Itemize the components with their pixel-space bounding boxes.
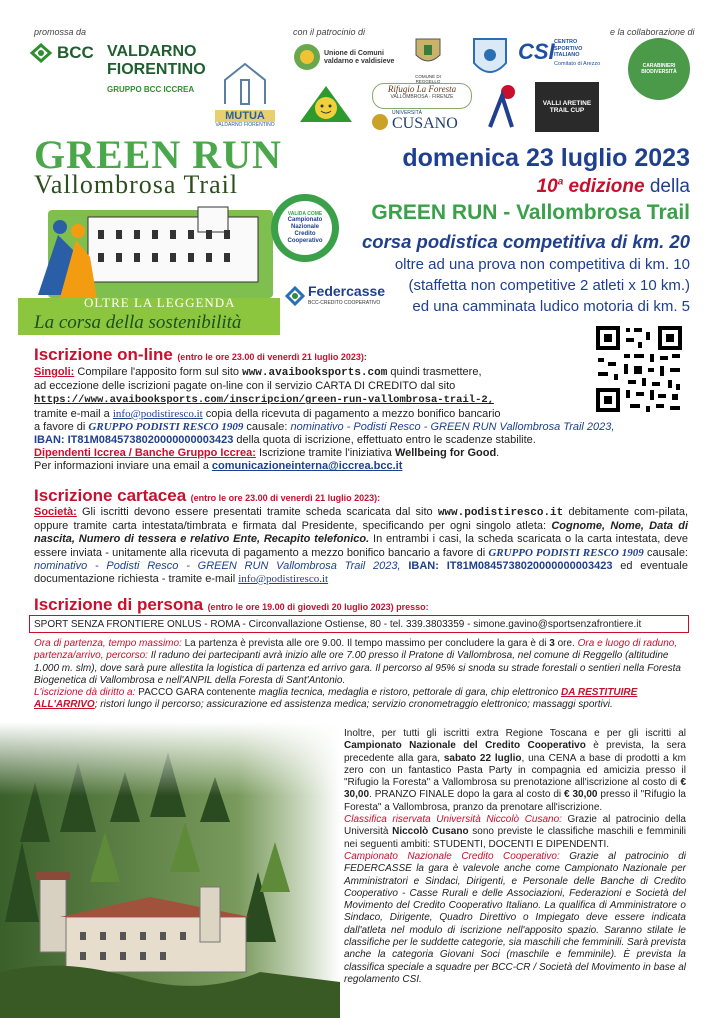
cartacea-p2c: In entrambi i casi, la scheda scaricata o la carta intestata, deve essere inviata - unitamente alla ricevuta di pagamento a mezzo bonifico bancario a favore di	[34, 533, 688, 559]
carabinieri-text: CARABINIERI BIODIVERSITÀ	[641, 63, 677, 75]
event-edition	[537, 176, 690, 198]
bcc-name-line2: FIORENTINO	[107, 61, 206, 78]
right-p2a: Classifica riservata Università Niccolò Cusano:	[344, 814, 562, 826]
cartacea-p1a: Gli iscritti devono essere presentati tramite scheda scaricata dal sito	[76, 506, 438, 518]
right-column-text	[344, 728, 686, 986]
persona-title: Iscrizione di persona	[34, 595, 204, 614]
vallombrosa-photo	[0, 722, 340, 1018]
right-p1b: Campionato Nazionale del Credito Cooperativo	[344, 740, 586, 752]
online-iban: IBAN: IT81M0845738020000000003423	[34, 434, 234, 447]
cartacea-iban: IBAN: IT81M0845738020000000003423	[400, 559, 613, 572]
cartacea-body	[34, 506, 688, 586]
forest-abbey-illustration	[0, 722, 340, 1018]
persona-deadline: (entro le ore 19.00 di giovedì 20 luglio 2023) presso:	[207, 602, 429, 612]
right-p1h: € 30,00	[564, 789, 598, 801]
ora-label: Ora di partenza, tempo massimo:	[34, 638, 182, 649]
edition-della: della	[649, 176, 690, 197]
bcc-name	[107, 43, 206, 79]
cusano-logo	[370, 110, 470, 134]
federcasse-text: Federcasse	[308, 283, 386, 299]
online-p7: Per informazioni inviare una email a	[34, 460, 212, 473]
event-line2: oltre ad una prova non competitiva di km. 10	[394, 256, 690, 273]
cartacea-causale: nominativo - Podisti Resco - GREEN RUN Vallombrosa Trail 2023,	[34, 559, 401, 572]
cartacea-p2b: Cognome, Nome, Data di nascita, Numero di tessera e relativo Ente, Recapito telefonico.	[34, 520, 689, 546]
wellbeing-text: Wellbeing for Good	[394, 447, 497, 460]
avaibooksports-url-link[interactable]: https://www.avaibooksports.com/inscripcion/green-run-vallombrosa-trail-2,	[34, 394, 494, 407]
bcc-symbol-icon	[28, 42, 54, 64]
singoli-label: Singoli:	[34, 366, 75, 378]
comune-reggello-logo	[408, 35, 448, 84]
mutua-sub: VALDARNO FIORENTINO	[215, 122, 275, 128]
avaibooksports-link[interactable]: www.avaibooksports.com	[242, 367, 388, 379]
csi-text: CSI	[518, 39, 555, 64]
csi-arezzo: Comitato di Arezzo	[554, 61, 601, 67]
federcasse-sub: BCC-CREDITO COOPERATIVO	[308, 300, 381, 306]
email-podistiresco-link[interactable]: info@podistiresco.it	[112, 407, 203, 420]
luogo-label: Ora e luogo di raduno, partenza/arrivo, percorso:	[34, 638, 678, 662]
unione-comuni-logo	[290, 38, 400, 78]
event-name: GREEN RUN - Vallombrosa Trail	[371, 201, 690, 224]
mutua-logo	[215, 60, 275, 128]
online-causale: nominativo - Podisti Resco - GREEN RUN Vallombrosa Trail 2023,	[290, 420, 615, 433]
ora-bold: 3	[549, 638, 555, 649]
rifugio-logo	[372, 83, 472, 109]
right-p1a: Inoltre, per tutti gli iscritti extra Regione Toscana e per gli iscritti al	[344, 728, 686, 739]
dipendenti-label: Dipendenti Iccrea / Banche Gruppo Iccrea:	[34, 447, 256, 460]
event-line3: (staffetta non competitive 2 atleti x 10 km.)	[408, 277, 690, 294]
unione-icon	[292, 42, 322, 72]
iscrizione-diritto-label: L'iscrizione dà diritto a:	[34, 687, 136, 699]
unione-text: Unione di Comuni valdarno e valdisieve	[324, 50, 395, 65]
online-deadline: (entro le ore 23.00 di venerdì 21 luglio 2023):	[177, 352, 367, 362]
right-p3b: Grazie al patrocinio di FEDERCASSE la gara è valevole anche come Campionato Nazionale per Amministratori e Sindaci, Dirigenti, e Personale delle Banche di Credito Cooperativo - Casse Rurali e delle Associazioni, Federazioni e Società del Movimento del Credito Cooperativo Italiano. La qualifica di Amministratore o Sindaco, Dirigente, Quadro Direttivo o Impiegato deve essere indicata dall'atleta nel modulo di iscrizione nell'apposito spazio. Saranno stilate le classifiche per le suddette categorie, sia maschili che femminili. Sarà prevista anche la categoria Giovani Soci (maschile e femminile). È prevista la classifica speciale a squadre per BCC-CR / Società del Movimento in base al regolamento CSI.	[344, 850, 686, 985]
cusano-sub: UNIVERSITÀ	[392, 110, 423, 116]
online-p5: della quota di iscrizione, effettuato entro le scadenze stabilite.	[233, 434, 536, 447]
cartacea-title: Iscrizione cartacea	[34, 486, 187, 505]
iscr-text3: ; ristori lungo il percorso; assicurazione ed assistenza medica; servizio cronometraggio elettronico; massaggi sportivi.	[94, 699, 613, 711]
edition-sup: a	[557, 176, 564, 188]
ora-text2: ore.	[554, 638, 578, 649]
persona-header	[34, 595, 429, 615]
online-p4a: a favore di	[34, 420, 89, 433]
smiley-icon	[298, 82, 354, 124]
cusano-emblem-icon	[370, 112, 390, 132]
cartacea-p3: causale:	[643, 546, 688, 559]
edition-num: 10	[536, 176, 558, 197]
smiley-logo	[298, 82, 354, 124]
iscr-restituire: DA RESTITUIRE ALL'ARRIVO	[34, 687, 638, 711]
csi-sub: CENTRO SPORTIVO ITALIANO	[554, 39, 583, 58]
event-title2: Vallombrosa Trail	[34, 170, 239, 199]
cartacea-header	[34, 486, 380, 506]
online-section	[34, 345, 594, 365]
cartacea-p1b: debitamente com-	[563, 506, 659, 518]
right-p2c: Niccolò Cusano	[392, 826, 469, 838]
bcc-logo-text: BCC	[57, 43, 94, 62]
event-tagline1: OLTRE LA LEGGENDA	[84, 295, 236, 310]
luogo-text: Il raduno dei partecipanti avrà inizio alle ore 7.00 presso il Pratone di Vallombrosa, nel comune di Reggello (altitudine 1.000 m. slm), dove sarà pure allestita la logistica di partenza ed arrivo gara. Il percorso al 95% si snoda su strade forestali o sentieri nella Foresta Biogenetica di Vallombrosa e nell'ANPIL della Foresta di Sant'Antonio.	[34, 650, 681, 686]
cartacea-p4: ed eventuale documentazione richiesta - tramite e-mail	[34, 559, 688, 586]
shield-icon	[470, 35, 510, 83]
federcasse-logo	[284, 283, 384, 313]
right-p1g: . PRANZO FINALE dopo la gara al costo di	[369, 789, 565, 801]
cartacea-p2a: pilata, oppure tramite carta intestata/timbrata e firmata dal Presidente, specificando per ogni singolo atleta:	[34, 506, 688, 533]
bcc-name-line1: VALDARNO	[107, 43, 197, 60]
right-p2d: sono previste le classifiche maschili e femminili nei seguenti ambiti: STUDENTI, DOCENTI E DIPENDENTI.	[344, 826, 686, 850]
cartacea-gruppo: GRUPPO PODISTI RESCO 1909	[488, 546, 644, 559]
event-line1: corsa podistica competitiva di km. 20	[362, 231, 690, 252]
info-block	[34, 638, 690, 712]
event-tagline2: La corsa della sostenibilità	[34, 312, 242, 333]
patrocinio-label: con il patrocinio di	[293, 27, 366, 37]
right-p1e: , una CENA a base di prodotti a km zero con un fantastico Pasta Party in compagnia ed amicizia presso il "Rifugio la Foresta" a Vallombrosa su prenotazione all'iscrizione al costo di	[344, 752, 687, 789]
edition-text: edizione	[568, 176, 645, 197]
badge-valida: VALIDA COME	[287, 211, 323, 217]
collaborazione-label: e la collaborazione di	[610, 27, 695, 37]
right-p2b: Grazie al patrocinio della Università	[344, 814, 686, 838]
sport-senza-logo	[482, 82, 522, 132]
societa-label: Società:	[34, 506, 77, 518]
cartacea-deadline: (entro le ore 23.00 di venerdì 21 luglio 2023):	[190, 493, 381, 503]
event-title1: GREEN RUN	[34, 132, 282, 177]
persona-address-box: SPORT SENZA FRONTIERE ONLUS - ROMA - Circonvallazione Ostiense, 80 - tel. 339.3803359 - simone.gavino@sportsenzafrontiere.it	[29, 615, 689, 633]
online-title: Iscrizione on-line	[34, 345, 173, 364]
campionato-badge	[271, 194, 339, 262]
online-p6: Iscrizione tramite l'iniziativa	[255, 447, 395, 460]
event-line4: ed una camminata ludico motoria di km. 5	[412, 298, 690, 315]
bcc-group: GRUPPO BCC ICCREA	[107, 85, 195, 94]
online-p1b: quindi trasmettere,	[387, 366, 482, 378]
online-p1a: Compilare l'apposito form sul sito	[74, 366, 243, 378]
online-p4b: causale:	[243, 420, 291, 433]
online-p2: ad eccezione delle iscrizioni pagate on-line con il servizio CARTA DI CREDITO dal sito	[34, 380, 456, 393]
cartacea-email-link[interactable]: info@podistiresco.it	[238, 573, 329, 586]
cusano-text: CUSANO	[392, 115, 458, 132]
bcc-logo	[28, 42, 98, 64]
rifugio-sub: VALLOMBROSA · FIRENZE	[390, 94, 454, 100]
right-p1d: sabato 22 luglio	[443, 752, 522, 764]
email-iccrea-link[interactable]: comunicazioneinterna@iccrea.bcc.it	[211, 460, 403, 473]
right-p1c: è prevista, la sera precedente alla gara,	[344, 740, 686, 764]
sport-senza-icon	[482, 82, 522, 132]
right-p1i: presso il "Rifugio la Foresta" a Vallombrosa, pranzo da prenotare all'iscrizione.	[344, 789, 686, 813]
shield-blue-logo	[470, 35, 510, 83]
right-p1f: € 30,00	[344, 777, 686, 801]
podistiresco-site-link[interactable]: www.podistiresco.it	[437, 507, 564, 519]
comune-reggello-text: COMUNE DI REGGELLO	[415, 74, 441, 84]
mutua-text: MUTUA	[215, 110, 275, 122]
online-p3a: tramite e-mail a	[34, 407, 113, 420]
valli-trail-logo: VALLI ARETINE TRAIL CUP	[535, 82, 599, 132]
promossa-da-label: promossa da	[34, 27, 87, 37]
rifugio-text: Rifugio La Foresta	[387, 84, 457, 94]
church-icon	[215, 60, 275, 105]
carabinieri-logo	[628, 38, 690, 100]
online-p3b: copia della ricevuta di pagamento a mezzo bonifico bancario	[202, 407, 501, 420]
csi-logo	[518, 37, 606, 77]
gruppo-name: GRUPPO PODISTI RESCO 1909	[88, 420, 244, 433]
ora-text: La partenza è prevista alle ore 9.00. Il tempo massimo per concludere la gara è di	[181, 638, 550, 649]
iscr-text1: PACCO GARA contenente	[135, 687, 259, 699]
coat-of-arms-icon	[408, 35, 448, 69]
badge-campionato: Campionato Nazionale Credito Cooperativo	[287, 217, 323, 244]
online-body: Singoli: Compilare l'apposito form sul sito www.avaibooksports.com quindi trasmettere, ad eccezione delle iscrizioni pagate on-line con il servizio CARTA DI CREDITO dal sito https://www.avaibooksports.com/inscripcion/green-run-vallombrosa-trail-2, tramite e-mail a info@podistiresco.it copia della ricevuta di pagamento a mezzo bonifico bancario a favore di GRUPPO PODISTI RESCO 1909 causale: nominativo - Podisti Resco - GREEN RUN Vallombrosa Trail 2023, IBAN: IT81M0845738020000000003423 della quota di iscrizione, effettuato entro le scadenze stabilite. Dipendenti Iccrea / Banche Gruppo Iccrea: Iscrizione tramite l'iniziativa Wellbeing for Good. Per informazioni inviare una email a comunicazioneinterna@iccrea.bcc.it	[34, 366, 714, 474]
event-date: domenica 23 luglio 2023	[402, 144, 690, 172]
right-p3a: Campionato Nazionale Credito Cooperativo:	[344, 850, 560, 862]
federcasse-icon	[284, 285, 306, 307]
iscr-text2: maglia tecnica, medaglia e ristoro, pettorale di gara, chip elettronico	[258, 687, 562, 699]
